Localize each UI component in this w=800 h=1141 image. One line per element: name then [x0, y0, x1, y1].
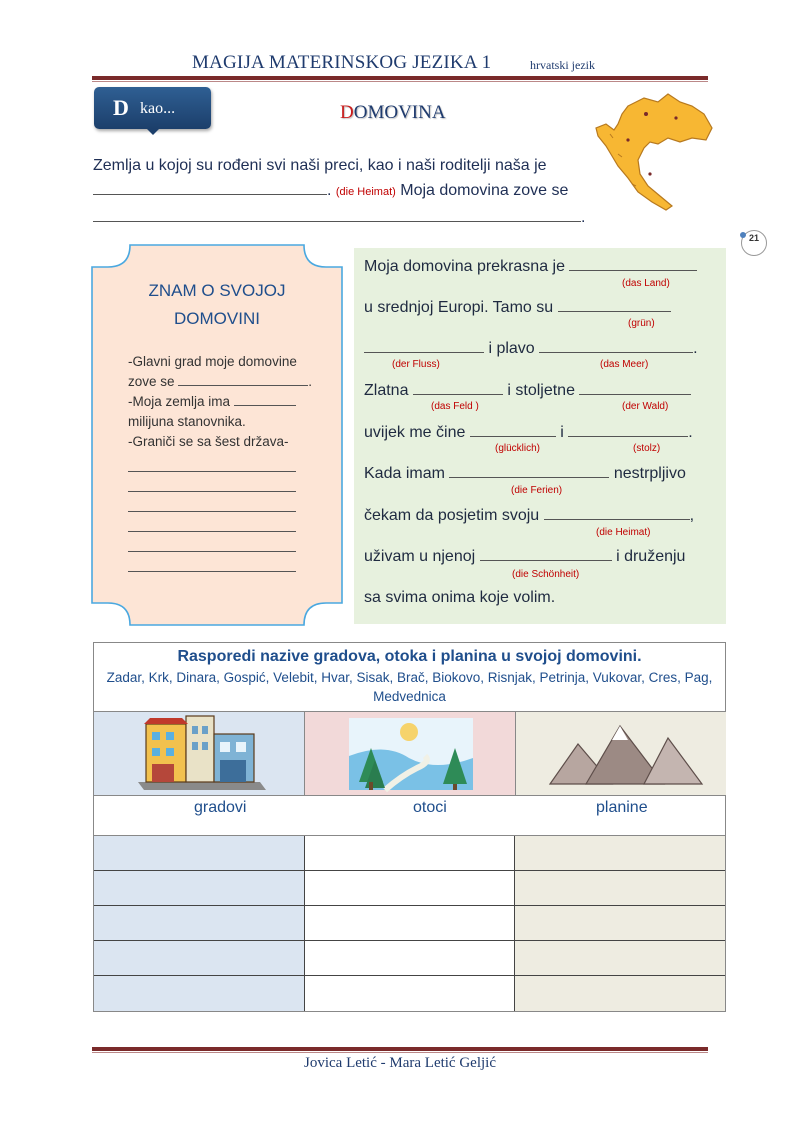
- intro-hint-1: (die Heimat): [335, 186, 396, 198]
- cell-mountain[interactable]: [514, 871, 725, 905]
- info-box-text: -Glavni grad moje domovine zove se . -Moja zemlja ima milijuna stanovnika. -Graniči se sa šest država-: [128, 352, 318, 572]
- island-picture-cell: [304, 712, 515, 795]
- poem-blank-5a[interactable]: [470, 423, 556, 437]
- river-landscape-image: [305, 712, 515, 796]
- poem-line-2: [364, 298, 671, 317]
- poem-line-6: [364, 464, 686, 483]
- section-title-rest: OMOVINA: [353, 102, 446, 123]
- poem-text-3: i plavo: [488, 340, 535, 357]
- cell-city[interactable]: [94, 836, 304, 870]
- country-blank-4[interactable]: [128, 512, 296, 532]
- country-blank-3[interactable]: [128, 492, 296, 512]
- cell-island[interactable]: [304, 976, 515, 1011]
- table-row: [94, 906, 725, 941]
- sorting-table: [93, 642, 726, 1012]
- badge-tail: [146, 128, 160, 135]
- cell-city[interactable]: [94, 871, 304, 905]
- cell-mountain[interactable]: [514, 906, 725, 940]
- cell-island[interactable]: [304, 906, 515, 940]
- badge-text: kao...: [140, 100, 176, 117]
- info-box-title-line1: ZNAM O SVOJOJ: [148, 281, 286, 300]
- info-box-title-line2: DOMOVINI: [174, 309, 260, 328]
- intro-text-2: Moja domovina zove se: [400, 182, 569, 199]
- country-blank-2[interactable]: [128, 472, 296, 492]
- page-number-dot: [740, 232, 746, 238]
- poem-hint-8: (die Schönheit): [512, 569, 580, 580]
- column-label-row: [94, 796, 725, 836]
- poem-blank-6[interactable]: [449, 464, 609, 478]
- poem-hint-3a: (der Fluss): [392, 359, 440, 370]
- poem-text-5a: uvijek me čine: [364, 424, 466, 441]
- info-box-title: [90, 277, 344, 333]
- poem-text-6a: Kada imam: [364, 465, 445, 482]
- table-row: [94, 941, 725, 976]
- info-line-4: milijuna stanovnika.: [128, 414, 246, 429]
- poem-hint-5a: (glücklich): [495, 443, 541, 454]
- poem-hint-4a: (das Feld ): [431, 401, 479, 412]
- cell-island[interactable]: [304, 836, 515, 870]
- intro-blank-1[interactable]: [93, 181, 327, 195]
- poem-text-8b: i druženju: [616, 548, 686, 565]
- mountain-picture-cell: [515, 712, 726, 795]
- poem-text-6b: nestrpljivo: [613, 465, 686, 482]
- city-buildings-image: [94, 712, 304, 796]
- task-word-list: Zadar, Krk, Dinara, Gospić, Velebit, Hvar, Sisak, Brač, Biokovo, Risnjak, Petrinja, Vukovar, Cres, Pag, Medvednica: [106, 670, 713, 704]
- poem-hint-6: (die Ferien): [511, 485, 563, 496]
- population-blank[interactable]: [234, 392, 296, 406]
- header-rule: [92, 76, 708, 80]
- task-title: Rasporedi nazive gradova, otoka i planina u svojoj domovini.: [177, 648, 642, 665]
- poem-hint-3b: (das Meer): [600, 359, 649, 370]
- poem-blank-7[interactable]: [544, 506, 690, 520]
- cell-mountain[interactable]: [514, 836, 725, 870]
- capital-blank[interactable]: [178, 372, 308, 386]
- poem-text-7: čekam da posjetim svoju: [364, 507, 540, 524]
- header-title: MAGIJA MATERINSKOG JEZIKA 1: [192, 52, 492, 73]
- poem-blank-2[interactable]: [558, 298, 671, 312]
- cell-mountain[interactable]: [514, 941, 725, 975]
- poem-text-2: u srednjoj Europi. Tamo su: [364, 299, 554, 316]
- poem-line-7: čekam da posjetim svoju ,: [364, 507, 695, 524]
- poem-hint-7: (die Heimat): [596, 527, 651, 538]
- poem-text-4a: Zlatna: [364, 382, 409, 399]
- poem-blank-3a[interactable]: [364, 339, 484, 353]
- country-blank-5[interactable]: [128, 532, 296, 552]
- picture-row: [94, 712, 725, 796]
- poem-text-8a: uživam u njenoj: [364, 548, 476, 565]
- poem-hint-5b: (stolz): [633, 443, 661, 454]
- badge-letter: D: [113, 95, 129, 120]
- cell-city[interactable]: [94, 941, 304, 975]
- header-rule-thin: [92, 81, 708, 82]
- column-label-islands: otoci: [413, 799, 447, 816]
- poem-line-8: [364, 547, 685, 566]
- intro-paragraph: Zemlja u kojoj su rođeni svi naši preci, kao i naši roditelji naša je . (die Heimat) Moja domovina zove se .: [93, 157, 586, 226]
- mountains-image: [516, 712, 726, 796]
- poem-line-3: i plavo .: [364, 339, 698, 358]
- cell-island[interactable]: [304, 941, 515, 975]
- info-line-2: zove se: [128, 374, 175, 389]
- table-row: [94, 871, 725, 906]
- cell-city[interactable]: [94, 976, 304, 1011]
- poem-hint-1: (das Land): [622, 278, 670, 289]
- poem-line-9: sa svima onima koje volim.: [364, 589, 556, 606]
- poem-hint-4b: (der Wald): [622, 401, 669, 412]
- footer-rule-thin: [92, 1052, 708, 1053]
- section-title: [340, 102, 446, 124]
- intro-blank-2[interactable]: [93, 208, 581, 222]
- poem-text-1: Moja domovina prekrasna je: [364, 258, 565, 275]
- country-blank-6[interactable]: [128, 552, 296, 572]
- header-subject: hrvatski jezik: [530, 58, 595, 72]
- poem-line-1: [364, 257, 697, 276]
- poem-blank-4a[interactable]: [413, 381, 503, 395]
- city-picture-cell: [94, 712, 304, 795]
- section-title-first-letter: D: [340, 102, 354, 123]
- letter-badge: [94, 87, 211, 129]
- info-line-3: -Moja zemlja ima: [128, 394, 231, 409]
- poem-blank-1[interactable]: [569, 257, 697, 271]
- poem-line-4: [364, 381, 691, 400]
- poem-line-5: uvijek me čine i .: [364, 424, 693, 441]
- poem-blank-5b[interactable]: [568, 423, 688, 437]
- column-label-mountains: planine: [596, 799, 648, 816]
- poem-blank-3b[interactable]: [539, 339, 693, 353]
- poem-blank-8[interactable]: [480, 547, 612, 561]
- footer-rule: [92, 1047, 708, 1051]
- poem-blank-4b[interactable]: [579, 381, 691, 395]
- croatia-map-image: [588, 84, 720, 216]
- info-line-1: -Glavni grad moje domovine: [128, 354, 297, 369]
- info-line-5: -Graniči se sa šest država-: [128, 434, 289, 449]
- poem-text-5b: i: [560, 424, 564, 441]
- cell-city[interactable]: [94, 906, 304, 940]
- intro-text-1: Zemlja u kojoj su rođeni svi naši preci, kao i naši roditelji naša je: [93, 157, 547, 174]
- table-row: [94, 976, 725, 1011]
- table-header: [94, 643, 725, 712]
- poem-hint-2: (grün): [628, 318, 655, 329]
- page-number: 21: [741, 230, 767, 256]
- table-row: [94, 836, 725, 871]
- cell-island[interactable]: [304, 871, 515, 905]
- footer-authors: Jovica Letić - Mara Letić Geljić: [304, 1055, 496, 1071]
- poem-text-4b: i stoljetne: [507, 382, 575, 399]
- column-label-cities: gradovi: [194, 799, 247, 816]
- cell-mountain[interactable]: [514, 976, 725, 1011]
- country-blank-1[interactable]: [128, 452, 296, 472]
